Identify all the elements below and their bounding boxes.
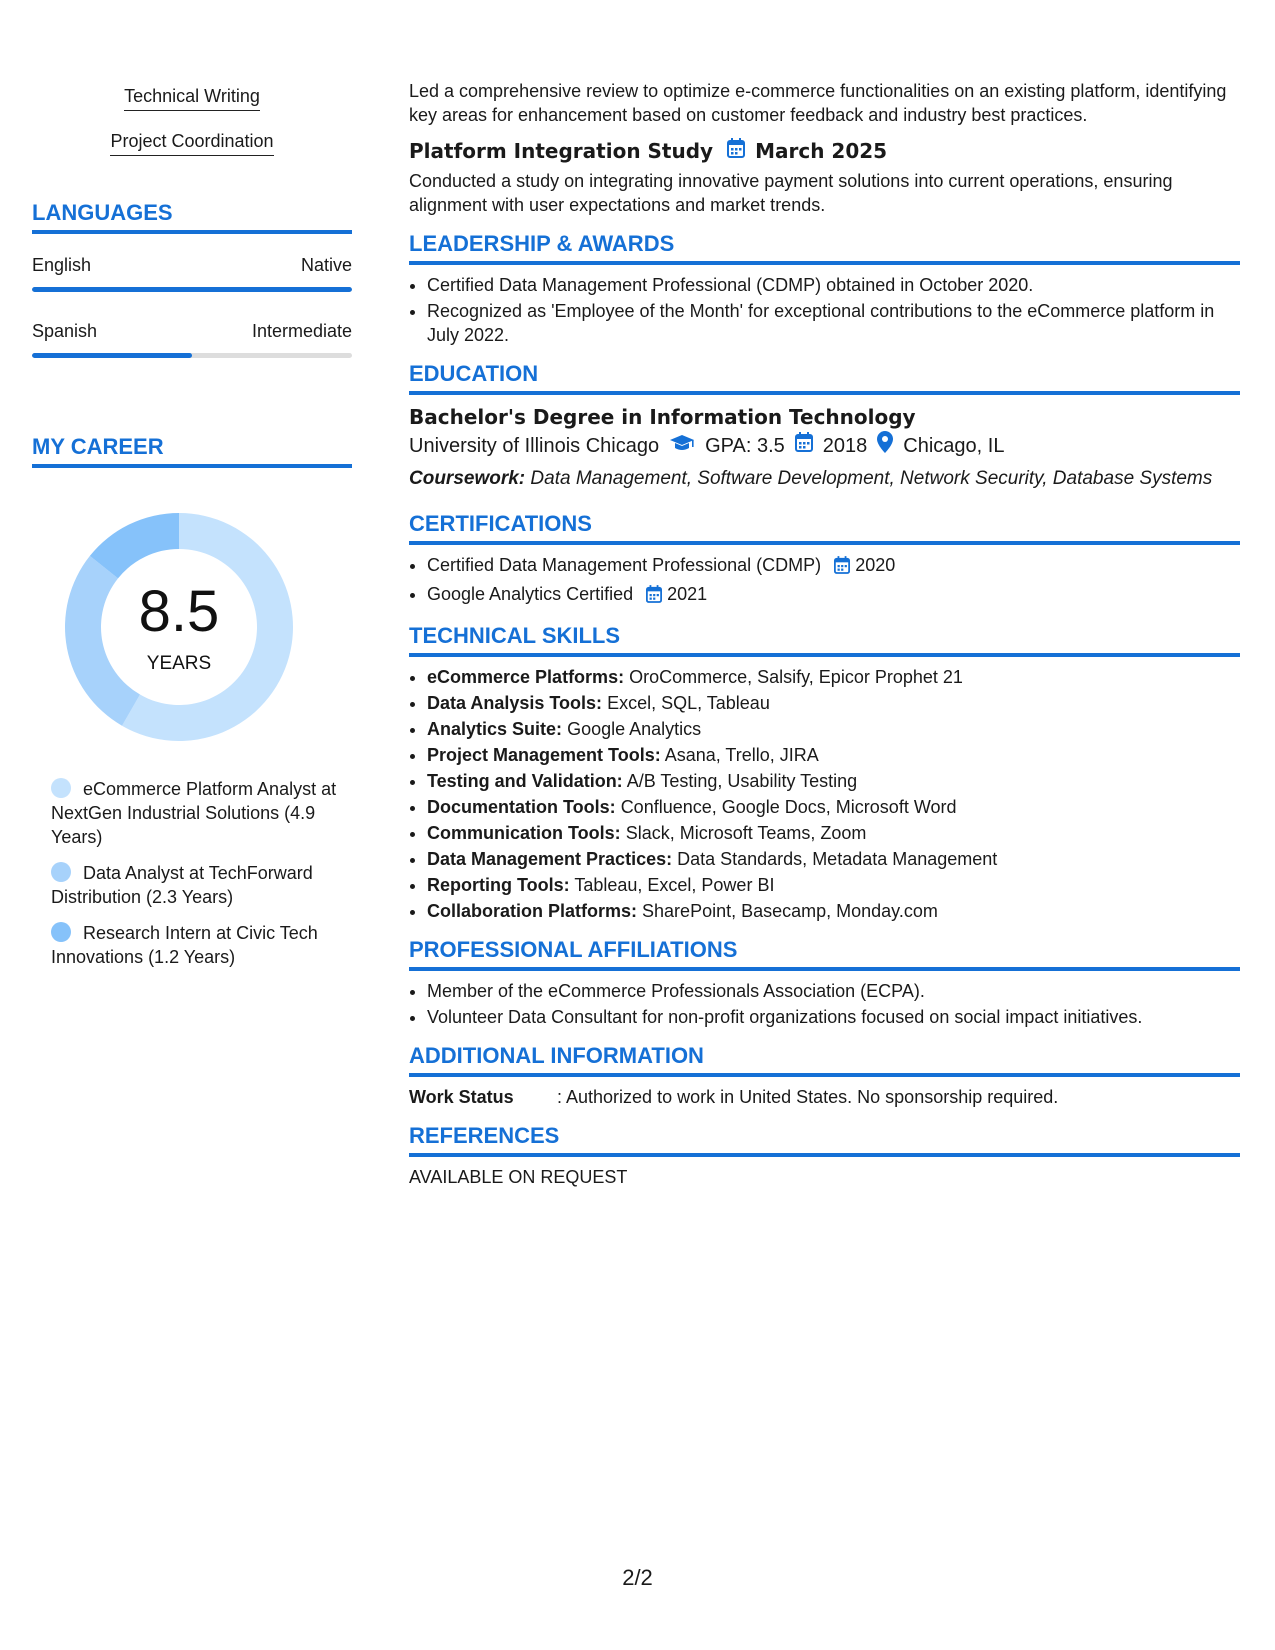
career-legend-item: [32, 777, 352, 849]
skill-label: Collaboration Platforms:: [427, 901, 638, 921]
skill-label: Testing and Validation:: [427, 771, 623, 791]
skill-value: OroCommerce, Salsify, Epicor Prophet 21: [629, 667, 963, 687]
language-proficiency-bar: [32, 287, 352, 292]
technical-skills-list: [409, 665, 1240, 923]
career-legend-item: [32, 921, 352, 969]
language-name: English: [32, 255, 92, 275]
affiliations-heading: PROFESSIONAL AFFILIATIONS: [409, 937, 1240, 971]
career-legend: [32, 777, 352, 969]
technical-skills-heading: TECHNICAL SKILLS: [409, 623, 1240, 657]
skill-value: Slack, Microsoft Teams, Zoom: [625, 823, 867, 843]
skill-label: eCommerce Platforms:: [427, 667, 625, 687]
language-proficiency-bar: [32, 353, 352, 358]
skill-item: [427, 873, 1240, 897]
skill-label: Analytics Suite:: [427, 719, 563, 739]
left-column: [32, 84, 352, 981]
coursework-label: Coursework:: [409, 468, 526, 489]
certification-item: [427, 582, 1240, 609]
skill-label: Documentation Tools:: [427, 797, 616, 817]
skill-value: Excel, SQL, Tableau: [607, 693, 770, 713]
certification-year: 2020: [855, 555, 896, 575]
calendar-icon: [646, 585, 662, 609]
career-heading: MY CAREER: [32, 434, 352, 468]
project-description: Led a comprehensive review to optimize e-commerce functionalities on an existing platform, identifying key areas for enhancement based on customer feedback and industry best practices.: [409, 81, 1227, 125]
language-level: Native: [300, 255, 352, 275]
skill-value: SharePoint, Basecamp, Monday.com: [642, 901, 938, 921]
career-total-unit: YEARS: [146, 653, 212, 674]
calendar-icon: [795, 432, 813, 460]
references-heading: REFERENCES: [409, 1123, 1240, 1157]
career-total-years: 8.5: [138, 579, 220, 644]
affiliations-list: [409, 979, 1240, 1029]
career-legend-item: [32, 861, 352, 909]
school-name: University of Illinois Chicago: [409, 435, 660, 457]
career-donut-chart: [65, 513, 293, 741]
skill-label: Data Management Practices:: [427, 849, 673, 869]
skill-item: [427, 769, 1240, 793]
career-legend-label: Research Intern at Civic Tech Innovations (1.2 Years): [51, 923, 318, 967]
degree-title: Bachelor's Degree in Information Technology: [409, 405, 916, 429]
language-name: Spanish: [32, 321, 98, 341]
skill-label: Communication Tools:: [427, 823, 621, 843]
skill-item: [427, 821, 1240, 845]
certification-name: Google Analytics Certified: [427, 584, 634, 604]
calendar-icon: [834, 556, 850, 580]
skill-value: Data Standards, Metadata Management: [677, 849, 998, 869]
location-pin-icon: [877, 431, 893, 461]
skill-tag: Project Coordination: [110, 129, 273, 156]
coursework-value: Data Management, Software Development, Network Security, Database Systems: [530, 468, 1213, 489]
skill-item: [427, 665, 1240, 689]
language-proficiency-fill: [32, 287, 352, 292]
certification-year: 2021: [667, 584, 708, 604]
legend-dot-icon: [51, 778, 71, 798]
page-number: 2/2: [622, 1565, 653, 1590]
list-item: • Member of the eCommerce Professionals Association (ECPA).: [427, 979, 1240, 1003]
right-column: [409, 79, 1240, 1189]
certifications-heading: CERTIFICATIONS: [409, 511, 1240, 545]
graduation-cap-icon: [669, 432, 695, 460]
work-status-row: [409, 1085, 1240, 1109]
skill-value: Tableau, Excel, Power BI: [574, 875, 775, 895]
graduation-year: 2018: [822, 435, 868, 457]
skill-value: Google Analytics: [567, 719, 702, 739]
career-legend-label: Data Analyst at TechForward Distribution (2.3 Years): [51, 863, 313, 907]
legend-dot-icon: [51, 922, 71, 942]
legend-dot-icon: [51, 862, 71, 882]
skill-item: [427, 899, 1240, 923]
project-title-row: [409, 137, 1240, 165]
leadership-heading: LEADERSHIP & AWARDS: [409, 231, 1240, 265]
language-item: [32, 320, 352, 358]
work-status-label: Work Status: [409, 1087, 514, 1107]
education-meta: [409, 431, 1240, 461]
skill-item: [427, 717, 1240, 741]
certification-item: [427, 553, 1240, 580]
skill-tag: Technical Writing: [124, 84, 260, 111]
skill-label: Data Analysis Tools:: [427, 693, 603, 713]
career-legend-label: eCommerce Platform Analyst at NextGen Industrial Solutions (4.9 Years): [51, 779, 337, 847]
skill-value: Confluence, Google Docs, Microsoft Word: [620, 797, 957, 817]
certifications-list: [409, 553, 1240, 609]
language-item: [32, 254, 352, 292]
list-item: • Volunteer Data Consultant for non-profit organizations focused on social impact initiatives.: [427, 1005, 1240, 1029]
project-date: March 2025: [755, 139, 888, 163]
references-value: AVAILABLE ON REQUEST: [409, 1167, 628, 1187]
skill-label: Reporting Tools:: [427, 875, 570, 895]
skill-value: Asana, Trello, JIRA: [664, 745, 819, 765]
skill-item: [427, 795, 1240, 819]
project-title: Platform Integration Study: [409, 139, 714, 163]
additional-info-heading: ADDITIONAL INFORMATION: [409, 1043, 1240, 1077]
list-item: • Certified Data Management Professional (CDMP) obtained in October 2020.: [427, 273, 1240, 297]
skill-label: Project Management Tools:: [427, 745, 661, 765]
language-level: Intermediate: [251, 321, 352, 341]
school-location: Chicago, IL: [903, 435, 1005, 457]
certification-name: Certified Data Management Professional (CDMP): [427, 555, 822, 575]
language-proficiency-fill: [32, 353, 192, 358]
skill-item: [427, 691, 1240, 715]
education-heading: EDUCATION: [409, 361, 1240, 395]
skill-item: [427, 743, 1240, 767]
gpa: GPA: 3.5: [705, 435, 785, 457]
calendar-icon: [727, 137, 745, 165]
languages-heading: LANGUAGES: [32, 200, 352, 234]
coursework: [409, 467, 1240, 491]
leadership-list: [409, 273, 1240, 347]
skill-value: A/B Testing, Usability Testing: [626, 771, 858, 791]
work-status-value: : Authorized to work in United States. No sponsorship required.: [557, 1087, 1059, 1107]
skill-item: [427, 847, 1240, 871]
project-description: Conducted a study on integrating innovative payment solutions into current operations, ensuring alignment with user expectations and market trends.: [409, 171, 1173, 215]
list-item: • Recognized as 'Employee of the Month' for exceptional contributions to the eCommerce platform in July 2022.: [427, 299, 1240, 347]
